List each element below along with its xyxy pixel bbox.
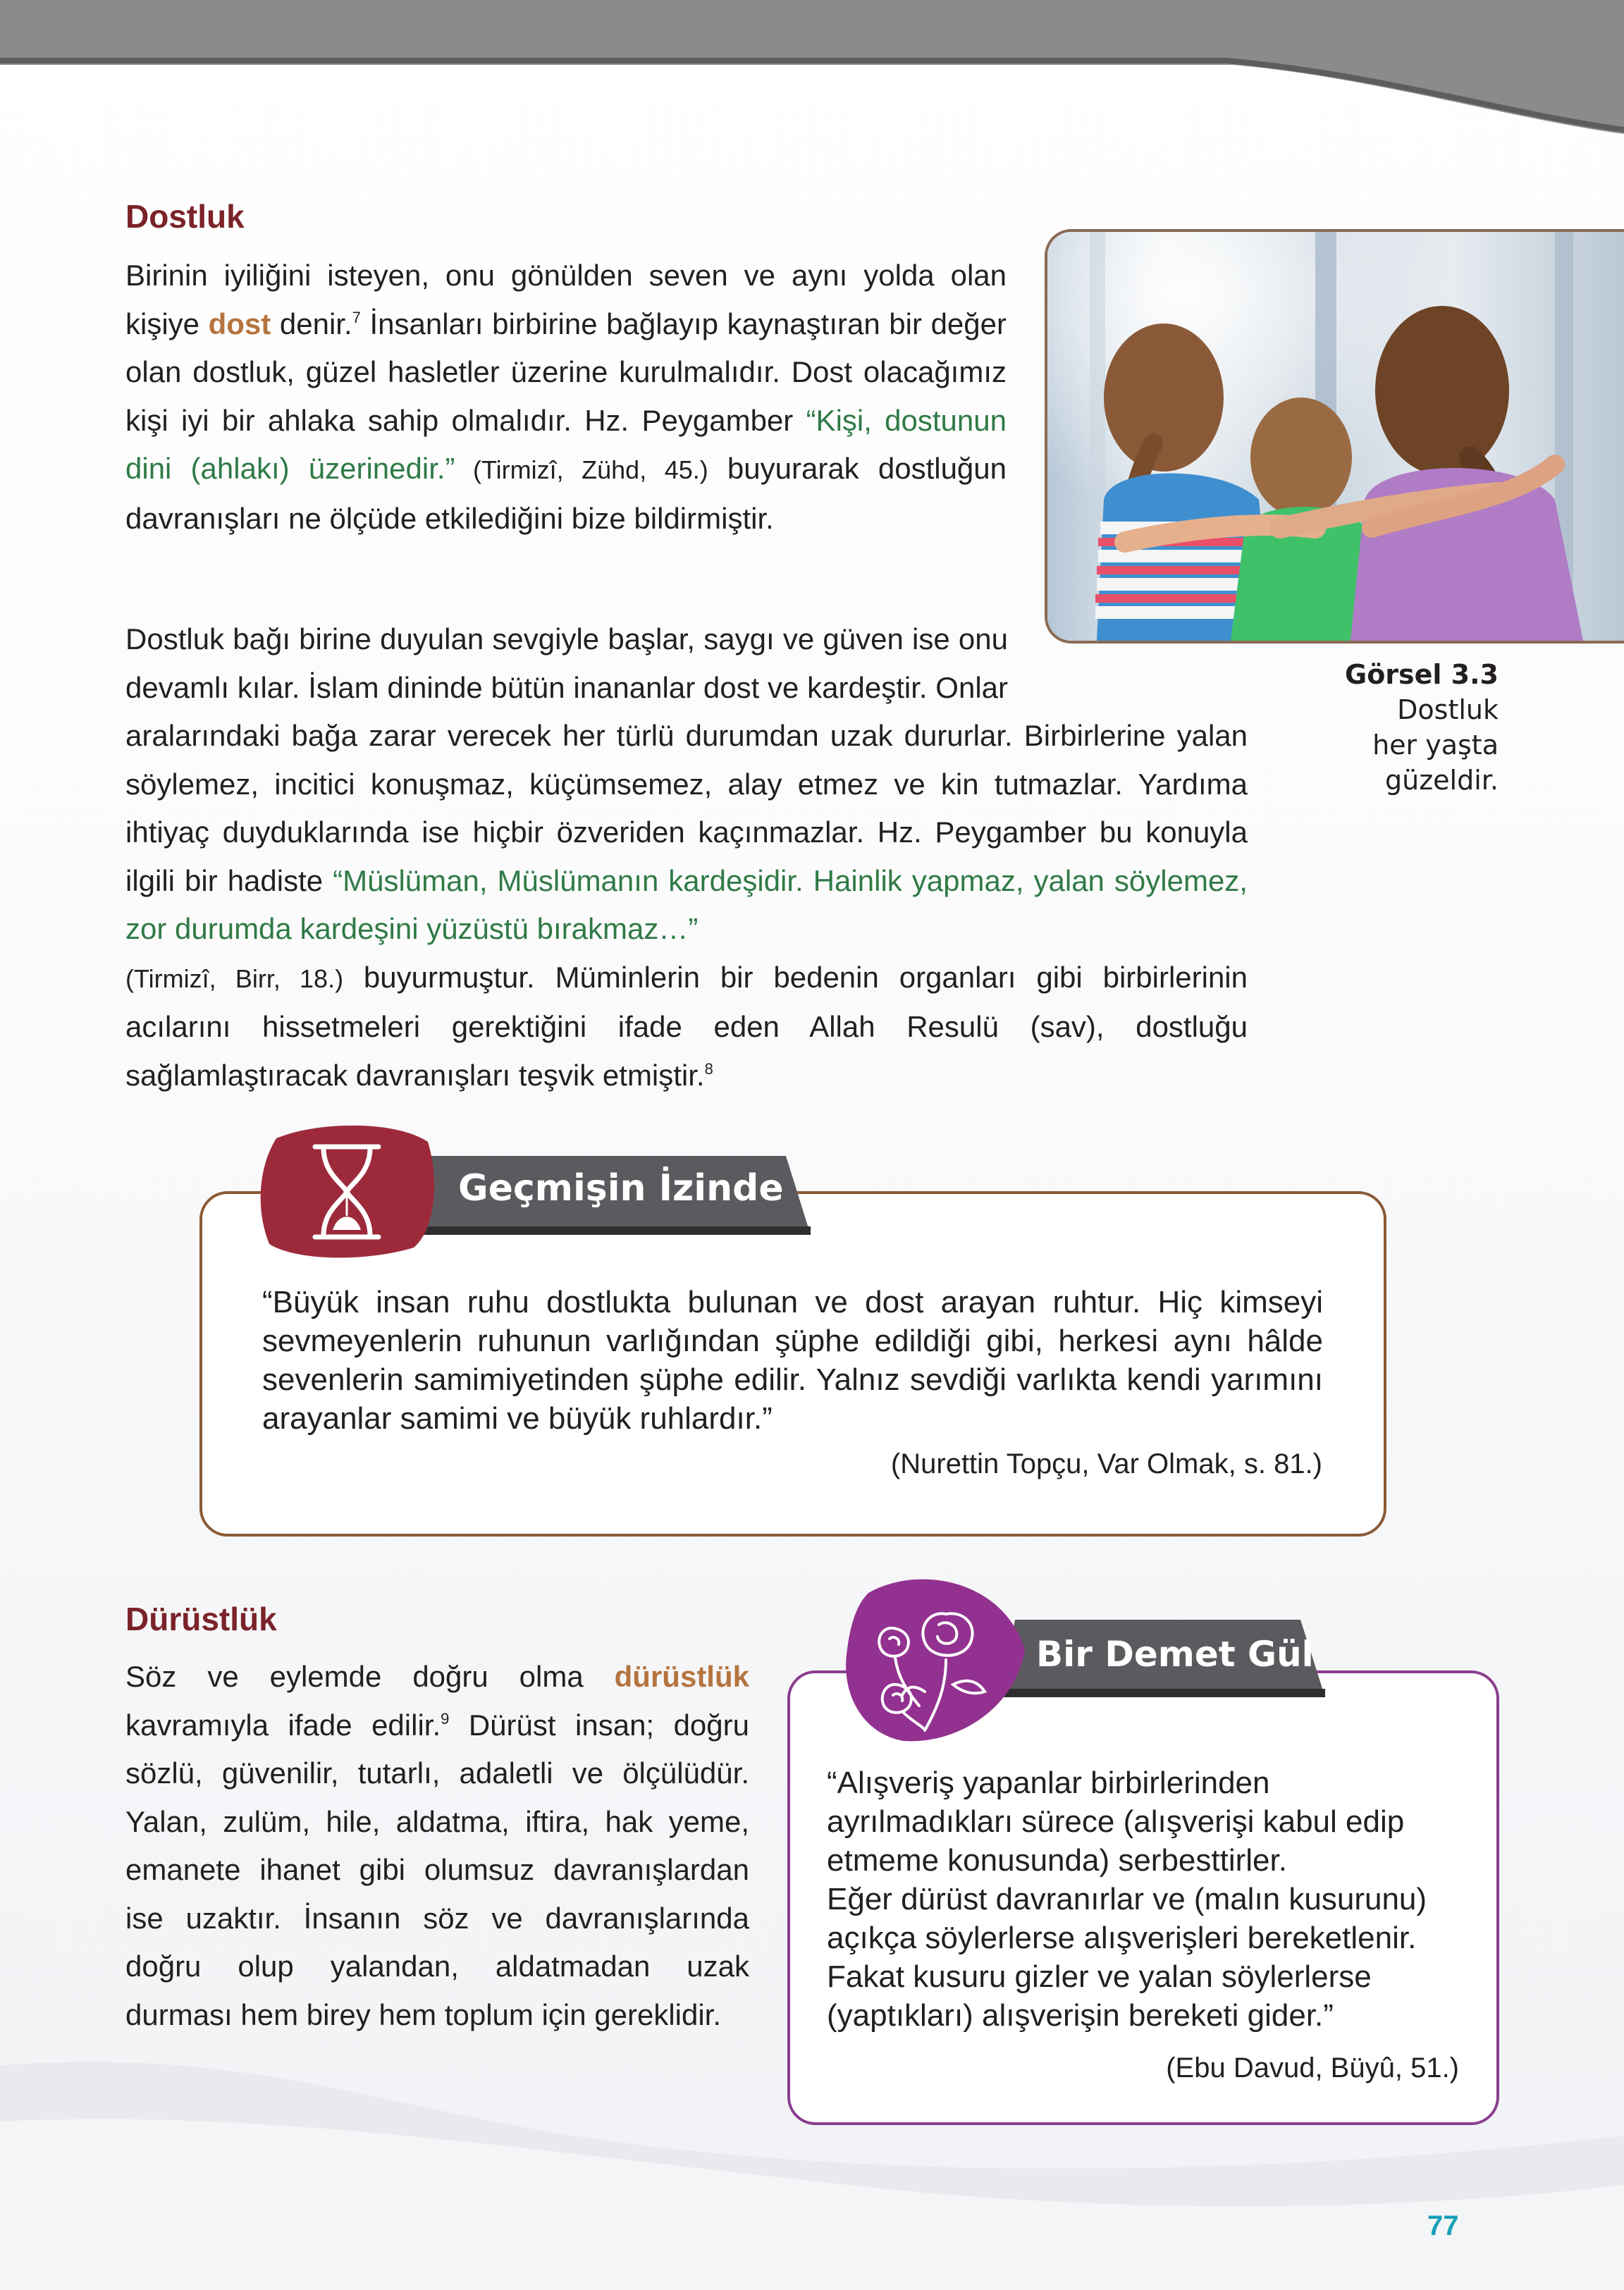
section-heading-durustluk: Dürüstlük [125, 1601, 277, 1637]
text: Dürüst insan; doğru sözlü, güvenilir, tutarlı, adaletli ve ölçülüdür. Yalan, zulüm, hile, aldatma, iftira, hak yeme, emanete ihanet gibi olumsuz davranışlardan ise uzaktır. İnsanın söz ve davranışlarında doğru olup yalandan, aldatmadan uzak durması hem birey hem toplum için gereklidir. [125, 1708, 749, 2031]
paragraph-dostluk-2 [125, 615, 1248, 1100]
top-banner [0, 0, 1624, 141]
footnote-7: 7 [352, 308, 361, 326]
text: Söz ve eylemde doğru olma [125, 1660, 615, 1693]
box2-quote [827, 1763, 1482, 2035]
text: denir. [271, 307, 352, 340]
paragraph-dostluk-1 [125, 252, 1007, 543]
bottom-wave [0, 2044, 1624, 2290]
page-number: 77 [1427, 2210, 1459, 2241]
quote-line: Fakat kusuru gizler ve yalan söylerlerse [827, 1959, 1372, 1994]
quote-line: etmeme konusunda) serbesttirler. [827, 1843, 1287, 1878]
photo-friends [1045, 229, 1624, 644]
paragraph-durustluk [125, 1653, 749, 2039]
hadith-reference: (Tirmizî, Zühd, 45.) [455, 455, 708, 484]
quote-line: (yaptıkları) alışverişin bereketi gider.” [827, 1998, 1334, 2033]
text: buyurmuştur. Müminlerin bir bedenin organları gibi birbirlerinin acılarını hissetmeleri gerektiğini ifade eden Allah Resulü (sav), dostluğu sağlamlaştıracak davranışları teşvik etmiştir. [125, 960, 1248, 1092]
hadith-reference: (Tirmizî, Birr, 18.) [125, 964, 344, 993]
text: İnsanları birbirine bağlayıp kaynaştıran bir değer olan dostluk, güzel hasletler üzerine kurulmalıdır. Dost olacağımız kişi iyi bir ahlaka sahip olmalıdır. Hz. Peygamber [125, 307, 1007, 437]
footnote-9: 9 [441, 1709, 450, 1728]
box2-source: (Ebu Davud, Büyû, 51.) [1166, 2052, 1459, 2083]
quote-line: Eğer dürüst davranırlar ve (malın kusurunu) [827, 1882, 1427, 1916]
text: Birinin iyiliğini isteyen, onu gönülden seven ve aynı yolda olan kişiye [125, 259, 1007, 340]
section-heading-dostluk: Dostluk [125, 198, 245, 235]
caption-label: Görsel 3.3 [1345, 659, 1499, 690]
text: Dostluk bağı birine duyulan sevgiyle başlar, saygı ve güven ise onu devamlı kılar. İslam dininde bütün inananlar dost ve kardeştir. Onlar aralarındaki bağa zarar verecek her türlü durumdan uzak dururlar. Birbirlerine yalan söylemez, incitici konuşmaz, küçümsemez, alay etmez ve kin tutmazlar. Yardıma ihtiyaç duyduklarında ise hiçbir özveriden kaçınmazlar. Hz. Peygamber bu konuyla ilgili bir hadiste [125, 622, 1248, 897]
caption-line: Dostluk [1397, 694, 1499, 725]
hadith-quote: “Kişi, dostunun dini (ahlakı) üzerinedir.” [125, 403, 1007, 485]
hourglass-icon [255, 1124, 438, 1258]
box1-quote: “Büyük insan ruhu dostlukta bulunan ve dost arayan ruhtur. Hiç kimseyi sevmeyenlerin ruhunun varlığından şüphe edildiği gibi, herkesi aynı hâlde sevenlerin samimiyetinden şüphe edilir. Yalnız sevdiği varlıkta kendi yarımını arayanlar samimi ve büyük ruhlardır.” [262, 1285, 1323, 1436]
footnote-8: 8 [704, 1059, 713, 1078]
quote-line: “Alışveriş yapanlar birbirlerinden [827, 1766, 1270, 1800]
quote-line: ayrılmadıkları sürece (alışverişi kabul edip [827, 1804, 1405, 1839]
box1-source: (Nurettin Topçu, Var Olmak, s. 81.) [890, 1448, 1322, 1479]
photo-caption [1269, 657, 1499, 798]
hadith-quote: “Müslüman, Müslümanın kardeşidir. Hainlik yapmaz, yalan söylemez, zor durumda kardeşini yüzüstü bırakmaz…” [125, 863, 1248, 945]
box1-title: Geçmişin İzinde [458, 1167, 784, 1209]
roses-icon [840, 1572, 1031, 1748]
caption-line: her yaşta [1372, 730, 1499, 761]
term-durustluk: dürüstlük [614, 1660, 749, 1693]
quote-line: açıkça söylerlerse alışverişleri bereketlenir. [827, 1921, 1417, 1955]
term-dost: dost [208, 307, 271, 340]
text: kavramıyla ifade edilir. [125, 1708, 441, 1742]
box2-title: Bir Demet Gül [1036, 1634, 1314, 1675]
caption-line: güzeldir. [1385, 765, 1499, 796]
text: buyurarak dostluğun davranışları ne ölçüde etkilediğini bize bildirmiştir. [125, 452, 1007, 535]
